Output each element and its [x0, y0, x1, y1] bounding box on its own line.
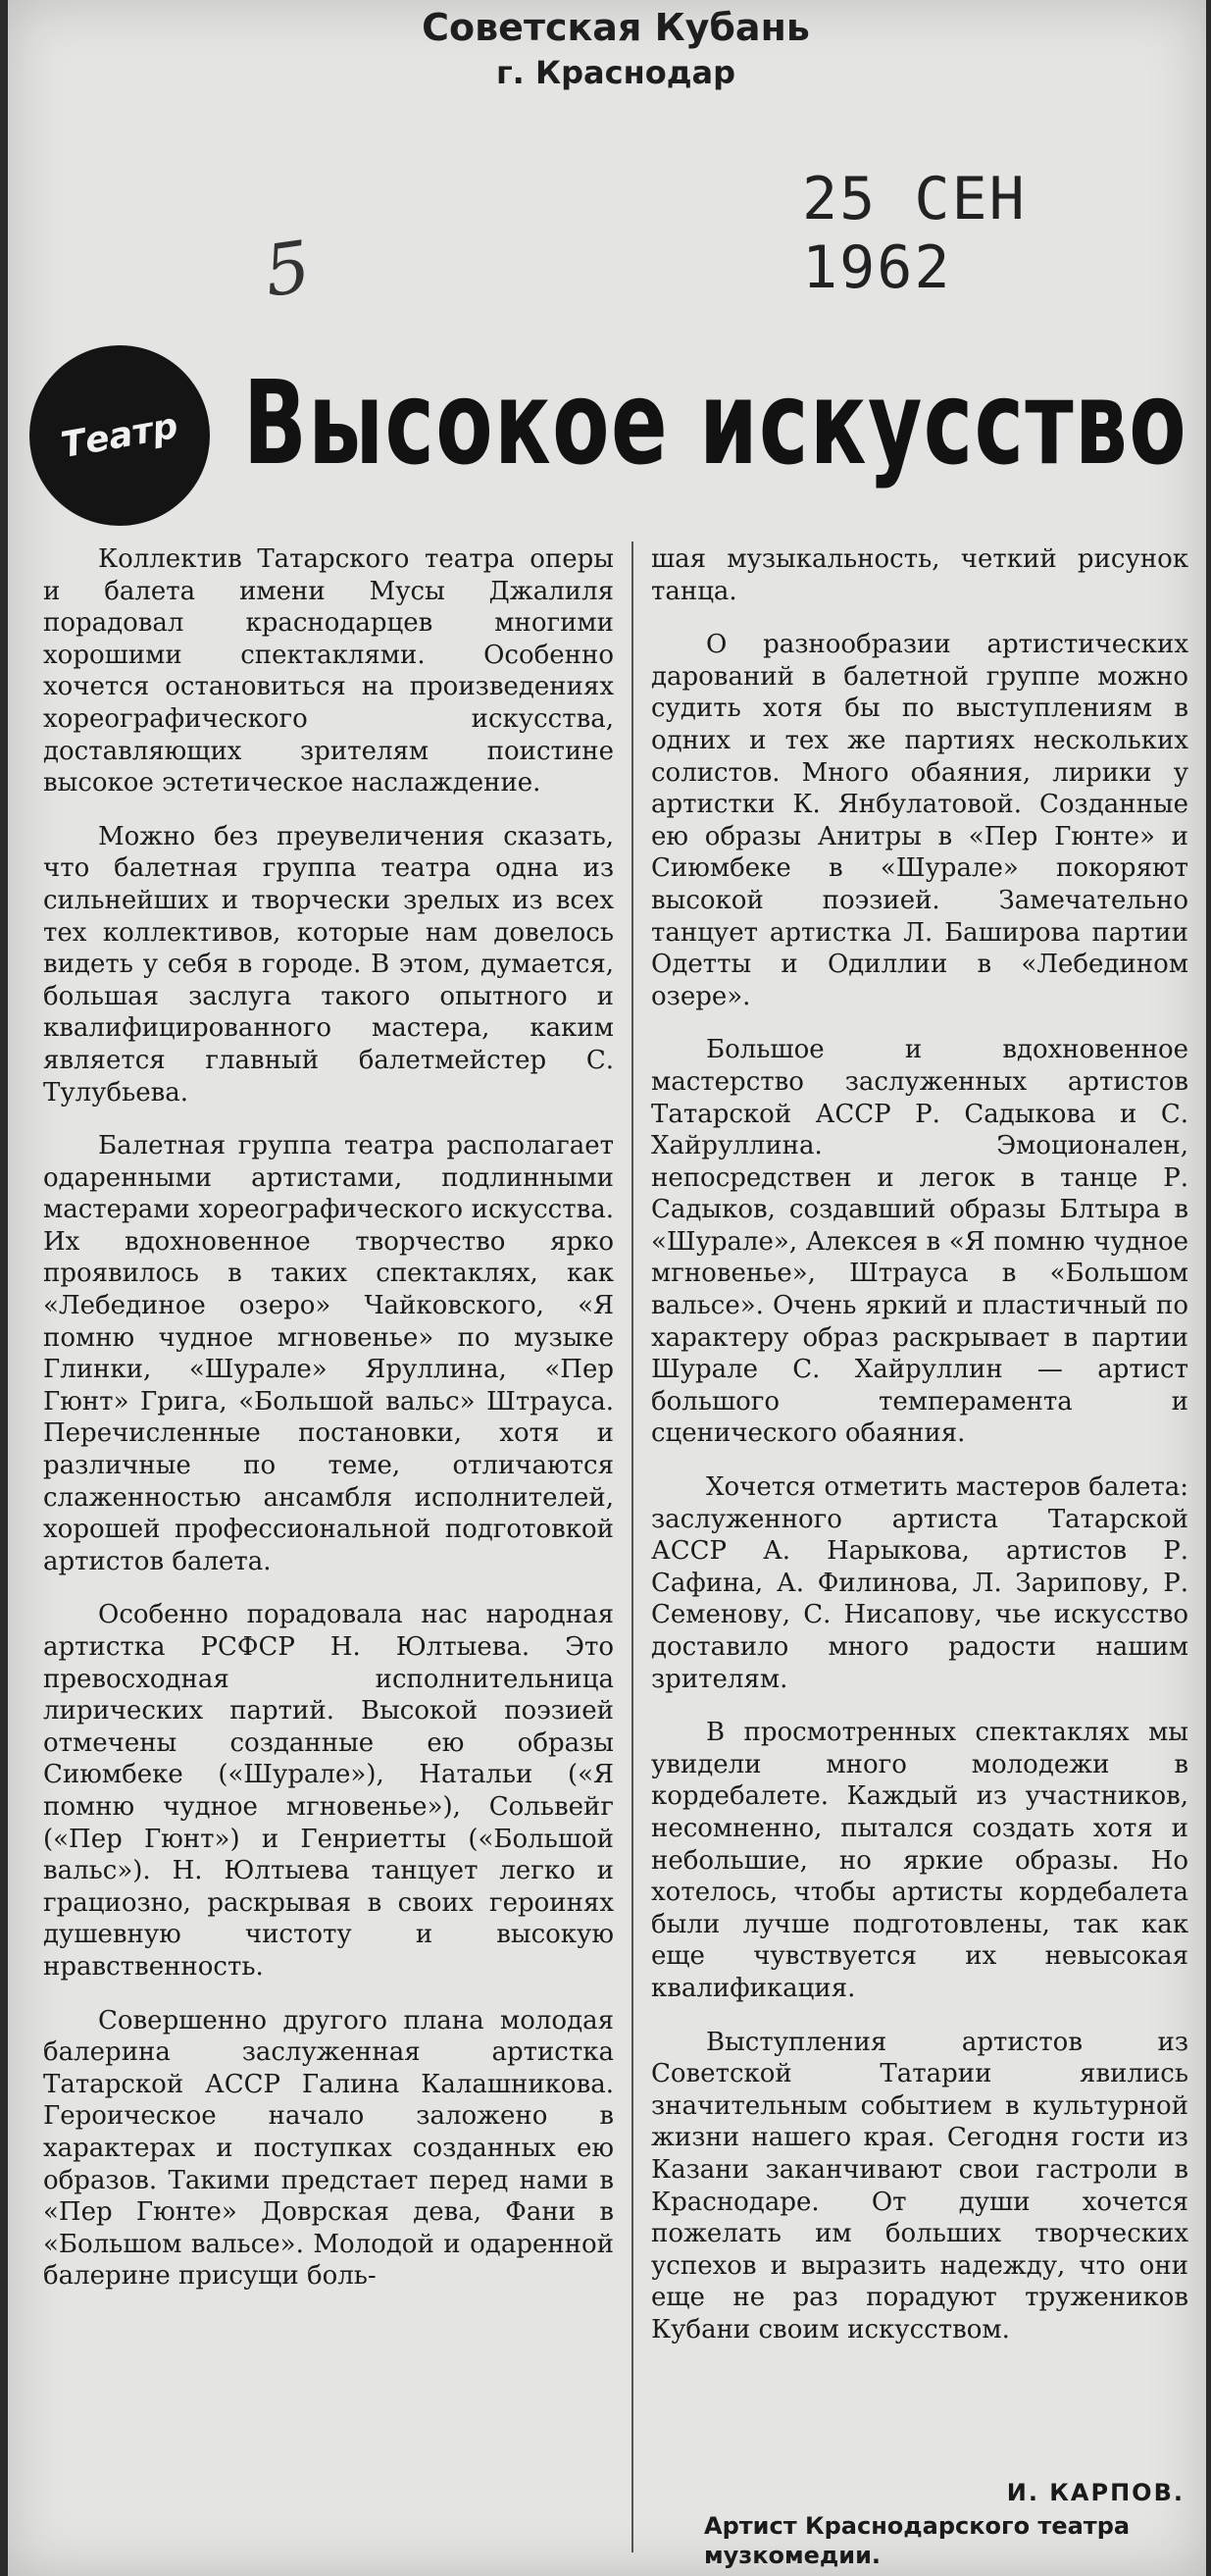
masthead [361, 4, 871, 94]
theatre-logo-icon [29, 345, 210, 526]
paragraph: Особенно порадовала нас народная артистка РСФСР Н. Юлтыева. Это превосходная исполнительница лирических партий. Высокой поэзией отмечены созданные ею образы Сиюмбеке («Шурале»), Натальи («Я помню чудное мгновенье»), Сольвейг («Пер Гюнт») и Генриетты («Большой вальс»). Н. Юлтыева танцует легко и грациозно, раскрывая в своих героинях душевную чистоту и высокую нравственность. [43, 1600, 614, 1982]
article-headline: Высокое искусство [243, 355, 1188, 490]
paragraph: Балетная группа театра располагает одаренными артистами, подлинными мастерами хореографического искусства. Их вдохновенное творчество ярко проявилось в таких спектаклях, как «Лебединое озеро» Чайковского, «Я помню чудное мгновенье» по музыке Глинки, «Шурале» Яруллина, «Пер Гюнт» Грига, «Большой вальс» Штрауса. Перечисленные постановки, хотя и различные по теме, отличаются слаженностью ансамбля исполнителей, хорошей профессиональной подготовкой артистов балета. [43, 1131, 614, 1576]
article-column-right [651, 543, 1188, 2367]
handwritten-number: 5 [259, 225, 316, 313]
paragraph: Совершенно другого плана молодая балерина заслуженная артистка Татарской АССР Галина Калашникова. Героическое начало заложено в характерах и поступках созданных ею образов. Такими предстает перед нами в «Пер Гюнте» Доврская дева, Фани в «Большом вальсе». Молодой и одаренной балерине присущи боль- [43, 2005, 614, 2292]
paragraph: Хочется отметить мастеров балета: заслуженного артиста Татарской АССР А. Нарыкова, артистов Р. Сафина, А. Филинова, Л. Зарипову, Р. Семенову, С. Нисапову, чье искусство доставило много радости нашим зрителям. [651, 1472, 1188, 1694]
logo-text: Театр [58, 405, 181, 466]
paragraph: О разнообразии артистических дарований в балетной группе можно судить хотя бы по выступлениям в одних и тех же партиях нескольких солистов. Много обаяния, лирики у артистки К. Янбулатовой. Созданные ею образы Анитры в «Пер Гюнте» и Сиюмбеке в «Шурале» покоряют высокой поэзией. Замечательно танцует артистка Л. Баширова партии Одетты и Одиллии в «Лебедином озере». [651, 630, 1188, 1011]
paragraph-continuation: шая музыкальность, четкий рисунок танца. [651, 544, 1188, 606]
paragraph: Можно без преувеличения сказать, что балетная группа театра одна из сильнейших и творчески зрелых из всех тех коллективов, которые нам довелось видеть у себя в городе. В этом, думается, большая заслуга такого опытного и квалифицированного мастера, каким является главный балетмейстер С. Тулубьева. [43, 821, 614, 1108]
column-divider [631, 541, 633, 2552]
author-role: Артист Краснодарского театра музкомедии. [704, 2512, 1131, 2569]
paragraph: Коллектив Татарского театра оперы и балета имени Мусы Джалиля порадовал краснодарцев многими хорошими спектаклями. Особенно хочется остановиться на произведениях хореографического искусства, доставляющих зрителям поистине высокое эстетическое наслаждение. [43, 544, 614, 799]
paragraph: В просмотренных спектаклях мы увидели много молодежи в кордебалете. Каждый из участников, несомненно, пытался создать хотя и небольшие, но яркие образы. Но хотелось, чтобы артисты кордебалета были лучше подготовлены, так как еще чувствуется их невысокая квалификация. [651, 1718, 1188, 2003]
signature-block [704, 2478, 1185, 2570]
author-name: И. КАРПОВ. [1006, 2479, 1185, 2506]
article-column-left [43, 543, 614, 2314]
paragraph: Большое и вдохновенное мастерство заслуженных артистов Татарской АССР Р. Садыкова и С. Хайруллина. Эмоционален, непосредствен и легок в танце Р. Садыков, создавший образы Блтыра в «Шурале», Алексея в «Я помню чудное мгновенье», Штрауса в «Большом вальсе». Очень яркий и пластичный по характеру образ раскрывает в партии Шурале С. Хайруллин — артист большого темперамента и сценического обаяния. [651, 1035, 1188, 1449]
newspaper-city: г. Краснодар [495, 54, 736, 91]
paragraph: Выступления артистов из Советской Татарии явились значительным событием в культурной жизни нашего края. Сегодня гости из Казани заканчивают свои гастроли в Краснодаре. От души хочется пожелать им больших творческих успехов и выразить надежду, что они еще не раз порадуют тружеников Кубани своим искусством. [651, 2027, 1188, 2344]
newspaper-name: Советская Кубань [422, 6, 810, 49]
newspaper-clipping [8, 0, 1206, 2576]
date-stamp: 25 СЕН 1962 [802, 165, 1027, 302]
